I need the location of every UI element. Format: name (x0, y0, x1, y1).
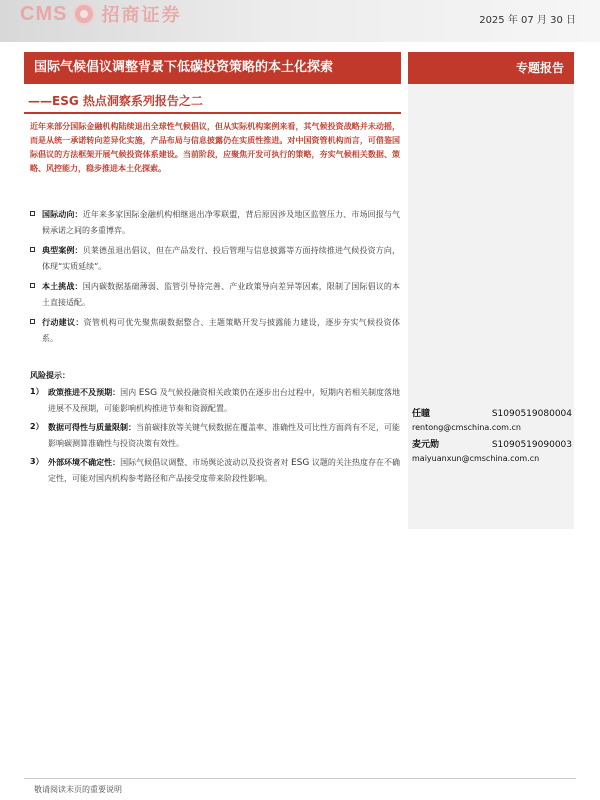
risk-item (30, 384, 400, 417)
analyst-email[interactable]: maiyuanxun@cmschina.com.cn (412, 454, 540, 463)
key-point-text: 资管机构可优先聚焦碳数据整合、主题策略开发与披露能力建设，逐步夯实气候投资体系。 (42, 318, 401, 343)
summary-paragraph: 近年来部分国际金融机构陆续退出全球性气候倡议，但从实际机构案例来看，其气候投资战略并未动摇，而是从统一承诺转向差异化实施，产品布局与信息披露仍在实质性推进。对中国资管机构而言，可借鉴国际倡议的方法框架开展气候投资体系建设。当前阶段，应聚焦开发可执行的策略，夯实气候相关数据、策略、风控能力，稳步推进本土化探索。 (30, 121, 400, 173)
risk-item (30, 419, 400, 452)
title-divider (24, 112, 401, 114)
risk-number: 3） (30, 457, 44, 466)
risk-text-latin: ESG (290, 458, 310, 468)
key-point-item (30, 278, 400, 311)
square-bullet-icon (30, 247, 35, 252)
risk-label: 外部环境不确定性： (48, 457, 121, 467)
logo-latin: CMS (20, 2, 68, 25)
key-points-list (30, 206, 400, 350)
risk-label: 政策推进不及预期： (48, 387, 121, 397)
key-point-item (30, 206, 400, 239)
square-bullet-icon (30, 283, 35, 288)
key-point-label: 国际动向： (42, 209, 83, 219)
key-point-text: 贝莱德虽退出倡议，但在产品发行、投后管理与信息披露等方面持续推进气候投资方向，体现“实质延续”。 (42, 246, 401, 271)
report-title: 国际气候倡议调整背景下低碳投资策略的本土化探索 (24, 52, 401, 84)
risk-text: 当前碳排放等关键气候数据在覆盖率、准确性及可比性方面尚有不足，可能影响碳测算准确性与投资决策有效性。 (48, 423, 400, 448)
risk-label: 数据可得性与质量限制： (48, 422, 136, 432)
risk-text-latin: ESG (138, 388, 158, 398)
risk-warning-section (30, 370, 400, 489)
risk-warning-title: 风险提示： (30, 370, 70, 380)
square-bullet-icon (30, 319, 35, 324)
analyst-entry (412, 438, 572, 465)
analyst-list (412, 407, 572, 469)
analyst-entry (412, 407, 572, 434)
logo-seal-icon (73, 3, 95, 25)
analyst-name: 任瞳 (412, 409, 431, 419)
footer-disclaimer: 敬请阅读末页的重要说明 (34, 785, 122, 794)
key-point-item (30, 242, 400, 275)
risk-number: 2） (30, 422, 44, 431)
cms-logo (20, 2, 181, 26)
key-point-label: 行动建议： (42, 317, 84, 327)
footer-divider (24, 778, 576, 779)
report-date: 2025 年 07 月 30 日 (479, 15, 576, 26)
analyst-certificate: S1090519080004 (491, 409, 572, 419)
square-bullet-icon (30, 211, 35, 216)
logo-chinese: 招商证券 (101, 5, 182, 26)
risk-text: 国内 (120, 388, 139, 397)
report-subtitle: ——ESG 热点洞察系列报告之二 (28, 94, 203, 108)
key-point-label: 本土挑战： (42, 281, 83, 291)
risk-text: 议题的关注热度存在不确定性，可能对国内机构参考路径和产品接受度带来阶段性影响。 (48, 458, 401, 483)
key-point-text: 国内碳数据基础薄弱、监管引导待完善、产业政策导向差异等因素，限制了国际倡议的本土直接适配。 (42, 282, 401, 307)
risk-text: 及气候投融资相关政策仍在逐步出台过程中，短期内若相关制度落地进展不及预期，可能影响机构推进节奏和资源配置。 (48, 388, 401, 413)
key-point-label: 典型案例： (42, 245, 83, 255)
analyst-email[interactable]: rentong@cmschina.com.cn (412, 423, 521, 432)
analyst-name: 麦元勋 (412, 440, 440, 450)
risk-number: 1） (30, 387, 44, 396)
risk-item (30, 454, 400, 487)
analyst-certificate: S1090519090003 (491, 440, 572, 450)
key-point-text: 近年来多家国际金融机构相继退出净零联盟，背后原因涉及地区监管压力、市场回报与气候承诺之间的多重博弈。 (42, 210, 401, 235)
report-type-label: 专题报告 (408, 52, 574, 84)
risk-text: 国际气候倡议调整、市场舆论波动以及投资者对 (120, 458, 291, 467)
key-point-item (30, 314, 400, 347)
